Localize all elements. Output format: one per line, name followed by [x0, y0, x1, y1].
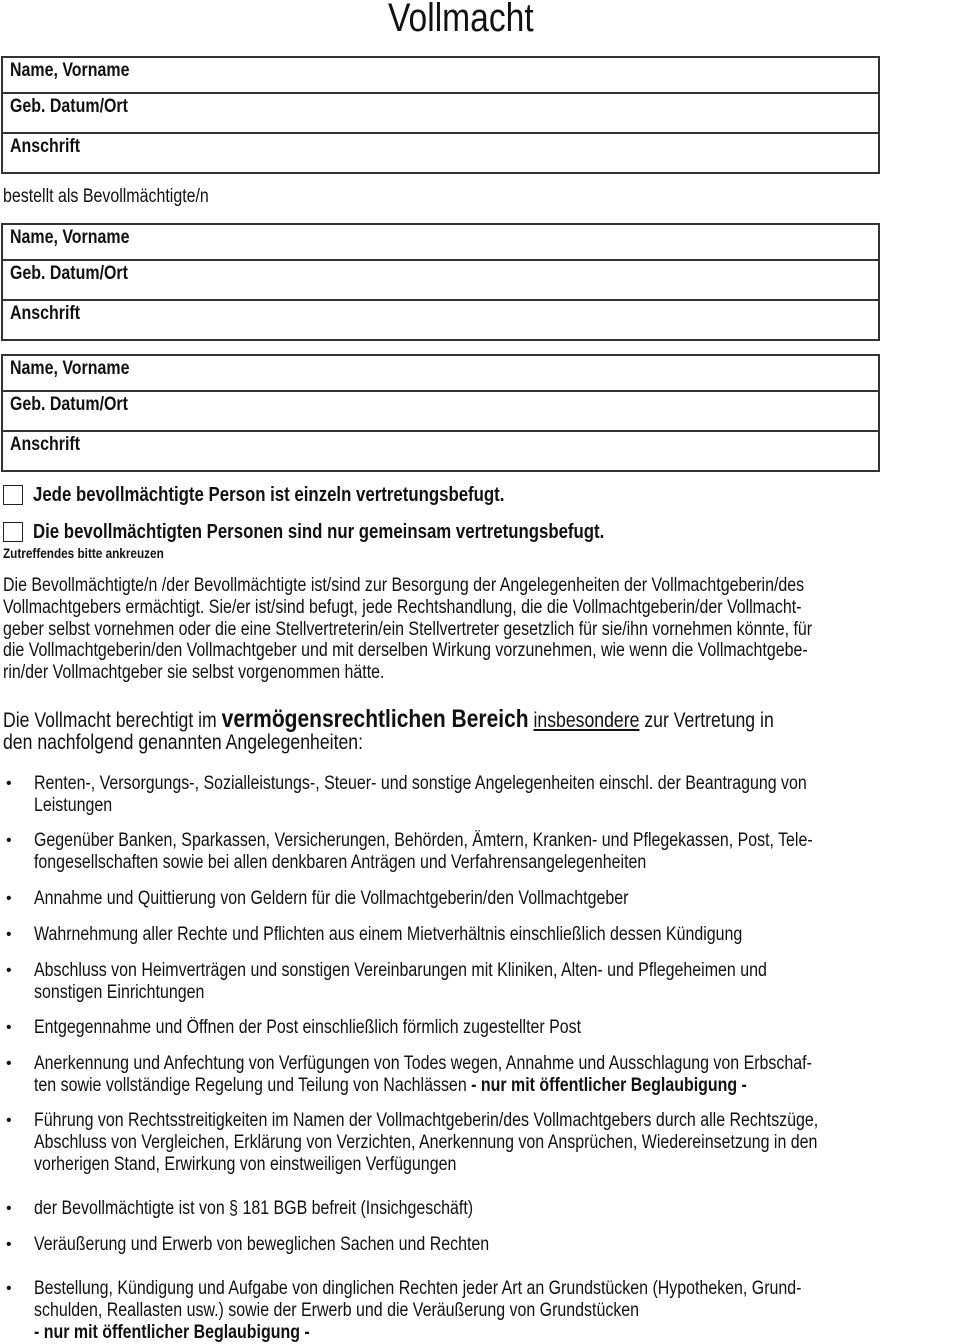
list-item-line: Veräußerung und Erwerb von beweglichen Sachen und Rechten [34, 1234, 490, 1255]
list-item-line: der Bevollmächtigte ist von § 181 BGB befreit (Insichgeschäft) [34, 1198, 474, 1219]
agent2-address-field[interactable] [3, 432, 878, 470]
field-label: Name, Vorname [10, 227, 130, 248]
bullet-icon: • [6, 926, 12, 943]
agent1-name-field[interactable] [3, 225, 878, 261]
scope-underlined: insbesondere [533, 709, 640, 732]
paragraph-line: Vollmachtgebers ermächtigt. Sie/er ist/sind befugt, jede Rechtshandlung, die die Vollmachtgeberin/der Vollmacht- [3, 597, 802, 618]
list-item-text: ten sowie vollständige Regelung und Teilung von Nachlässen [34, 1075, 472, 1096]
list-item-line: Abschluss von Vergleichen, Erklärung von Verzichten, Anerkennung von Ansprüchen, Wiedereinsetzung in den [34, 1132, 818, 1153]
field-label: Geb. Datum/Ort [10, 263, 128, 284]
bullet-icon: • [6, 775, 12, 792]
bullet-icon: • [6, 1280, 12, 1297]
list-item-line [34, 1075, 747, 1097]
bullet-icon: • [6, 1200, 12, 1217]
field-label: Name, Vorname [10, 358, 130, 379]
bullet-icon: • [6, 1236, 12, 1253]
list-item-line: sonstigen Einrichtungen [34, 982, 205, 1003]
field-label: Name, Vorname [10, 60, 130, 81]
paragraph-line: geber selbst vornehmen oder die eine Stellvertreterin/ein Stellvertreter gesetzlich für sie/ihn vornehmen könnte, für [3, 619, 813, 640]
field-label: Geb. Datum/Ort [10, 394, 128, 415]
paragraph-line: die Vollmachtgeberin/den Vollmachtgeber und mit derselben Wirkung vorzunehmen, wie wenn die Vollmachtgebe- [3, 640, 808, 661]
list-item-line: schulden, Reallasten usw.) sowie der Erwerb und die Veräußerung von Grundstücken [34, 1300, 640, 1321]
options-hint: Zutreffendes bitte ankreuzen [3, 545, 164, 561]
agent2-birth-field[interactable] [3, 392, 878, 432]
scope-emphasis: vermögensrechtlichen Bereich [221, 705, 529, 733]
bullet-icon: • [6, 1112, 12, 1129]
option-joint-checkbox[interactable] [3, 522, 23, 542]
scope-line-2: den nachfolgend genannten Angelegenheiten: [3, 731, 363, 754]
list-item-line: Bestellung, Kündigung und Aufgabe von dinglichen Rechten jeder Art an Grundstücken (Hypotheken, Grund- [34, 1278, 802, 1299]
scope-post: zur Vertretung in [639, 709, 774, 732]
document-title: Vollmacht [388, 0, 534, 40]
agent2-box [1, 354, 880, 472]
list-item-line: Gegenüber Banken, Sparkassen, Versicherungen, Behörden, Ämtern, Kranken- und Pflegekassen, Post, Tele- [34, 830, 813, 851]
list-item-line: Annahme und Quittierung von Geldern für die Vollmachtgeberin/den Vollmachtgeber [34, 888, 629, 909]
list-item-line: fongesellschaften sowie bei allen denkbaren Anträgen und Verfahrensangelegenheiten [34, 852, 647, 873]
list-item-line: Abschluss von Heimverträgen und sonstigen Vereinbarungen mit Kliniken, Alten- und Pflegeheimen und [34, 960, 767, 981]
field-label: Anschrift [10, 303, 81, 324]
list-item-line: Leistungen [34, 795, 113, 816]
certification-note: - nur mit öffentlicher Beglaubigung - [34, 1322, 310, 1343]
list-item-line: Entgegennahme und Öffnen der Post einschließlich förmlich zugestellter Post [34, 1017, 582, 1038]
option-individual-label: Jede bevollmächtigte Person ist einzeln vertretungsbefugt. [33, 484, 505, 506]
bullet-icon: • [6, 1019, 12, 1036]
certification-note: - nur mit öffentlicher Beglaubigung - [471, 1075, 747, 1096]
principal-birth-field[interactable] [3, 94, 878, 134]
option-joint-label: Die bevollmächtigten Personen sind nur gemeinsam vertretungsbefugt. [33, 521, 605, 543]
field-label: Anschrift [10, 434, 81, 455]
paragraph-line: rin/der Vollmachtgeber sie selbst vorgenommen hätte. [3, 662, 385, 683]
list-item-line: Renten-, Versorgungs-, Sozialleistungs-, Steuer- und sonstige Angelegenheiten einschl. der Beantragung von [34, 773, 807, 794]
list-item-line: Wahrnehmung aller Rechte und Pflichten aus einem Mietverhältnis einschließlich dessen Kündigung [34, 924, 743, 945]
bullet-icon: • [6, 832, 12, 849]
agent1-box [1, 223, 880, 341]
bullet-icon: • [6, 890, 12, 907]
agent2-name-field[interactable] [3, 356, 878, 392]
list-item-line: Anerkennung und Anfechtung von Verfügungen von Todes wegen, Annahme und Ausschlagung von Erbschaf- [34, 1053, 812, 1074]
field-label: Anschrift [10, 136, 81, 157]
bullet-icon: • [6, 962, 12, 979]
field-label: Geb. Datum/Ort [10, 96, 128, 117]
bullet-icon: • [6, 1055, 12, 1072]
list-item-line: vorherigen Stand, Erwirkung von einstweiligen Verfügungen [34, 1154, 457, 1175]
list-item-line: Führung von Rechtsstreitigkeiten im Namen der Vollmachtgeberin/des Vollmachtgebers durch alle Rechtszüge, [34, 1110, 819, 1131]
agent1-address-field[interactable] [3, 301, 878, 339]
scope-pre: Die Vollmacht berechtigt im [3, 709, 222, 732]
option-individual-checkbox[interactable] [3, 485, 23, 505]
principal-address-field[interactable] [3, 134, 878, 172]
appoints-text: bestellt als Bevollmächtigte/n [3, 186, 209, 207]
principal-name-field[interactable] [3, 58, 878, 94]
paragraph-line: Die Bevollmächtigte/n /der Bevollmächtigte ist/sind zur Besorgung der Angelegenheiten der Vollmachtgeberin/des [3, 575, 805, 596]
principal-box [1, 56, 880, 174]
scope-line [3, 705, 774, 733]
agent1-birth-field[interactable] [3, 261, 878, 301]
